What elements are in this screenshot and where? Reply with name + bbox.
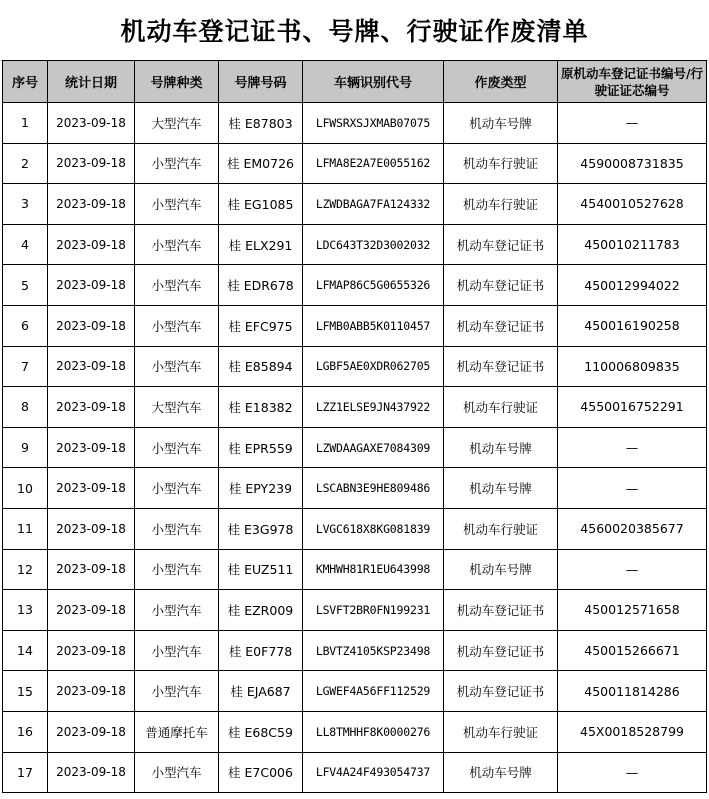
cell-vin: KMHWH81R1EU643998 — [303, 549, 444, 590]
cell-cert-number: 45X0018528799 — [558, 711, 707, 752]
cell-no: 8 — [3, 387, 48, 428]
cell-vin: LSCABN3E9HE809486 — [303, 468, 444, 509]
cell-date: 2023-09-18 — [48, 184, 135, 225]
cell-no: 4 — [3, 224, 48, 265]
table-row — [3, 143, 707, 184]
cell-plate-type: 大型汽车 — [135, 387, 219, 428]
cell-plate-type: 小型汽车 — [135, 224, 219, 265]
cell-plate-type: 小型汽车 — [135, 752, 219, 793]
cell-void-type: 机动车登记证书 — [444, 305, 558, 346]
table-row — [3, 671, 707, 712]
cell-cert-number: 450015266671 — [558, 630, 707, 671]
cell-void-type: 机动车登记证书 — [444, 346, 558, 387]
cell-void-type: 机动车号牌 — [444, 752, 558, 793]
cell-plate-type: 小型汽车 — [135, 549, 219, 590]
cell-plate-number: 桂 EPR559 — [219, 427, 303, 468]
table-header-row — [3, 61, 707, 103]
table-row — [3, 265, 707, 306]
cell-plate-number: 桂 E3G978 — [219, 508, 303, 549]
table-row — [3, 184, 707, 225]
table-row — [3, 103, 707, 144]
cell-date: 2023-09-18 — [48, 103, 135, 144]
void-list-table — [2, 60, 707, 793]
cell-no: 9 — [3, 427, 48, 468]
cell-plate-type: 小型汽车 — [135, 143, 219, 184]
header-cert-number: 原机动车登记证书编号/行驶证证芯编号 — [558, 61, 707, 103]
cell-plate-type: 小型汽车 — [135, 508, 219, 549]
cell-vin: LFV4A24F493054737 — [303, 752, 444, 793]
cell-vin: LFMB0ABB5K0110457 — [303, 305, 444, 346]
cell-vin: LGBF5AE0XDR062705 — [303, 346, 444, 387]
table-row — [3, 590, 707, 631]
cell-plate-number: 桂 EPY239 — [219, 468, 303, 509]
cell-cert-number: 4590008731835 — [558, 143, 707, 184]
cell-cert-number: 110006809835 — [558, 346, 707, 387]
cell-date: 2023-09-18 — [48, 752, 135, 793]
cell-vin: LSVFT2BR0FN199231 — [303, 590, 444, 631]
cell-cert-number: — — [558, 103, 707, 144]
cell-plate-number: 桂 EG1085 — [219, 184, 303, 225]
table-row — [3, 549, 707, 590]
cell-date: 2023-09-18 — [48, 508, 135, 549]
cell-void-type: 机动车号牌 — [444, 103, 558, 144]
cell-no: 14 — [3, 630, 48, 671]
cell-cert-number: 4560020385677 — [558, 508, 707, 549]
table-row — [3, 508, 707, 549]
cell-date: 2023-09-18 — [48, 711, 135, 752]
cell-date: 2023-09-18 — [48, 427, 135, 468]
cell-plate-type: 小型汽车 — [135, 671, 219, 712]
header-vin: 车辆识别代号 — [303, 61, 444, 103]
cell-plate-number: 桂 E87803 — [219, 103, 303, 144]
cell-cert-number: 4540010527628 — [558, 184, 707, 225]
cell-cert-number: — — [558, 427, 707, 468]
document-title: 机动车登记证书、号牌、行驶证作废清单 — [0, 0, 709, 61]
cell-void-type: 机动车号牌 — [444, 427, 558, 468]
header-date: 统计日期 — [48, 61, 135, 103]
cell-plate-number: 桂 E0F778 — [219, 630, 303, 671]
cell-vin: LGWEF4A56FF112529 — [303, 671, 444, 712]
cell-void-type: 机动车号牌 — [444, 468, 558, 509]
cell-no: 12 — [3, 549, 48, 590]
table-row — [3, 711, 707, 752]
cell-vin: LDC643T32D3002032 — [303, 224, 444, 265]
cell-cert-number: — — [558, 549, 707, 590]
cell-plate-number: 桂 EZR009 — [219, 590, 303, 631]
cell-no: 16 — [3, 711, 48, 752]
cell-plate-type: 小型汽车 — [135, 590, 219, 631]
cell-plate-type: 普通摩托车 — [135, 711, 219, 752]
cell-cert-number: — — [558, 468, 707, 509]
cell-date: 2023-09-18 — [48, 549, 135, 590]
cell-no: 15 — [3, 671, 48, 712]
cell-void-type: 机动车登记证书 — [444, 630, 558, 671]
cell-void-type: 机动车行驶证 — [444, 508, 558, 549]
cell-date: 2023-09-18 — [48, 224, 135, 265]
cell-plate-number: 桂 EJA687 — [219, 671, 303, 712]
cell-cert-number: 450010211783 — [558, 224, 707, 265]
cell-no: 1 — [3, 103, 48, 144]
cell-plate-type: 小型汽车 — [135, 346, 219, 387]
cell-plate-number: 桂 E68C59 — [219, 711, 303, 752]
header-plate-type: 号牌种类 — [135, 61, 219, 103]
cell-no: 10 — [3, 468, 48, 509]
cell-plate-number: 桂 EFC975 — [219, 305, 303, 346]
table-row — [3, 427, 707, 468]
cell-cert-number: 4550016752291 — [558, 387, 707, 428]
cell-plate-type: 小型汽车 — [135, 468, 219, 509]
cell-plate-number: 桂 E7C006 — [219, 752, 303, 793]
cell-cert-number: 450012994022 — [558, 265, 707, 306]
cell-void-type: 机动车登记证书 — [444, 671, 558, 712]
cell-date: 2023-09-18 — [48, 143, 135, 184]
table-row — [3, 387, 707, 428]
cell-void-type: 机动车登记证书 — [444, 224, 558, 265]
cell-vin: LFWSRXSJXMAB07075 — [303, 103, 444, 144]
cell-date: 2023-09-18 — [48, 346, 135, 387]
cell-cert-number: — — [558, 752, 707, 793]
cell-vin: LL8TMHHF8K0000276 — [303, 711, 444, 752]
cell-no: 7 — [3, 346, 48, 387]
cell-vin: LZWDAAGAXE7084309 — [303, 427, 444, 468]
cell-vin: LBVTZ4105KSP23498 — [303, 630, 444, 671]
cell-date: 2023-09-18 — [48, 630, 135, 671]
cell-date: 2023-09-18 — [48, 265, 135, 306]
cell-plate-number: 桂 EUZ511 — [219, 549, 303, 590]
cell-cert-number: 450012571658 — [558, 590, 707, 631]
cell-date: 2023-09-18 — [48, 387, 135, 428]
cell-date: 2023-09-18 — [48, 590, 135, 631]
cell-plate-number: 桂 E18382 — [219, 387, 303, 428]
cell-plate-type: 小型汽车 — [135, 265, 219, 306]
cell-no: 5 — [3, 265, 48, 306]
cell-vin: LZWDBAGA7FA124332 — [303, 184, 444, 225]
cell-void-type: 机动车登记证书 — [444, 265, 558, 306]
cell-plate-type: 小型汽车 — [135, 184, 219, 225]
cell-cert-number: 450016190258 — [558, 305, 707, 346]
cell-void-type: 机动车登记证书 — [444, 590, 558, 631]
table-row — [3, 468, 707, 509]
cell-vin: LZZ1ELSE9JN437922 — [303, 387, 444, 428]
cell-date: 2023-09-18 — [48, 671, 135, 712]
cell-plate-number: 桂 E85894 — [219, 346, 303, 387]
cell-no: 2 — [3, 143, 48, 184]
cell-void-type: 机动车行驶证 — [444, 387, 558, 428]
cell-date: 2023-09-18 — [48, 468, 135, 509]
cell-no: 17 — [3, 752, 48, 793]
cell-plate-number: 桂 ELX291 — [219, 224, 303, 265]
cell-void-type: 机动车号牌 — [444, 549, 558, 590]
cell-void-type: 机动车行驶证 — [444, 184, 558, 225]
cell-plate-type: 小型汽车 — [135, 305, 219, 346]
cell-date: 2023-09-18 — [48, 305, 135, 346]
table-row — [3, 305, 707, 346]
cell-plate-type: 小型汽车 — [135, 630, 219, 671]
cell-plate-number: 桂 EM0726 — [219, 143, 303, 184]
cell-vin: LFMAP86C5G0655326 — [303, 265, 444, 306]
table-row — [3, 346, 707, 387]
header-plate-number: 号牌号码 — [219, 61, 303, 103]
table-row — [3, 630, 707, 671]
cell-no: 6 — [3, 305, 48, 346]
table-row — [3, 752, 707, 793]
cell-no: 3 — [3, 184, 48, 225]
cell-void-type: 机动车行驶证 — [444, 143, 558, 184]
cell-no: 11 — [3, 508, 48, 549]
cell-void-type: 机动车行驶证 — [444, 711, 558, 752]
cell-no: 13 — [3, 590, 48, 631]
cell-vin: LVGC618X8KG081839 — [303, 508, 444, 549]
cell-vin: LFMA8E2A7E0055162 — [303, 143, 444, 184]
cell-plate-type: 小型汽车 — [135, 427, 219, 468]
table-row — [3, 224, 707, 265]
header-void-type: 作废类型 — [444, 61, 558, 103]
cell-cert-number: 450011814286 — [558, 671, 707, 712]
cell-plate-type: 大型汽车 — [135, 103, 219, 144]
cell-plate-number: 桂 EDR678 — [219, 265, 303, 306]
header-no: 序号 — [3, 61, 48, 103]
